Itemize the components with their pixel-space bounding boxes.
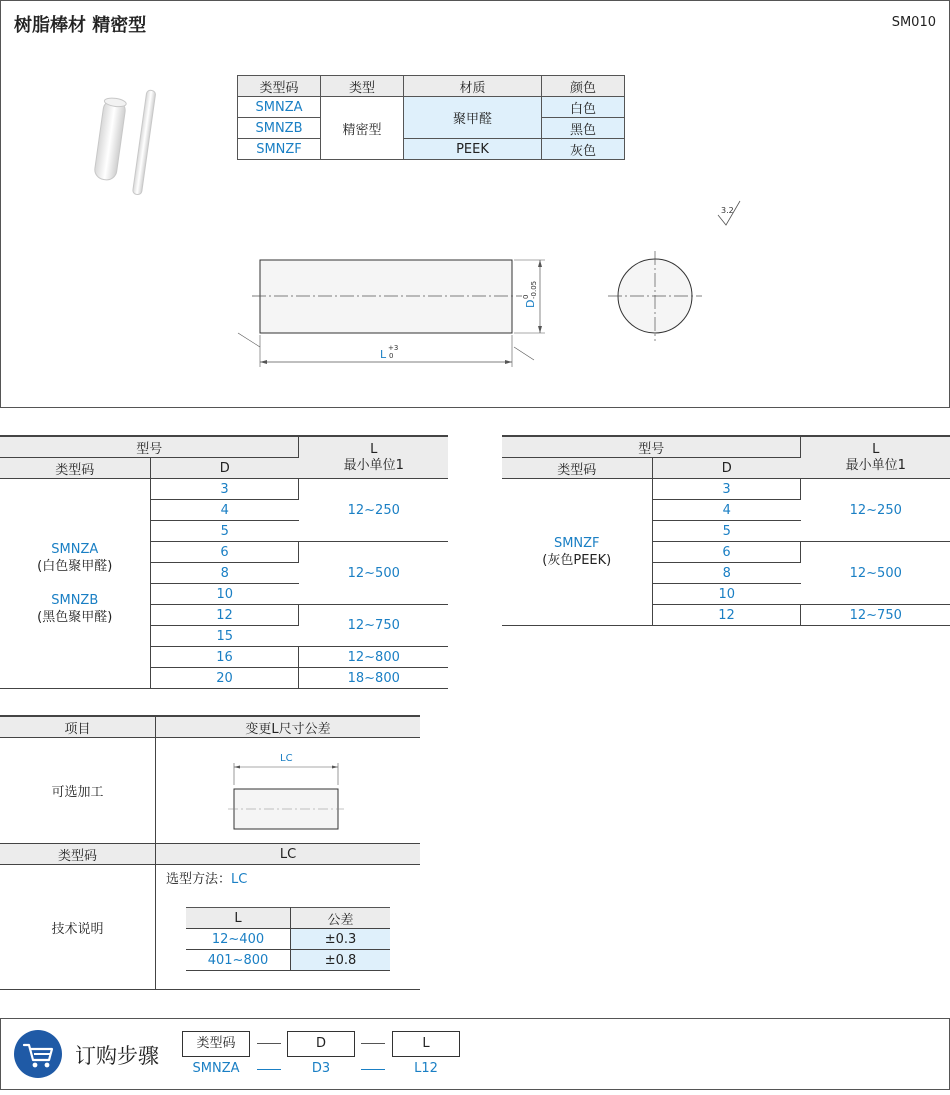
header-l: L 最小单位1 — [801, 436, 950, 479]
tech-label: 技术说明 — [0, 865, 156, 990]
l-range: 12~800 — [299, 647, 448, 668]
l-range: 12~500 — [299, 542, 448, 605]
order-box-l: L — [392, 1031, 460, 1057]
tol-header-tol: 公差 — [291, 908, 391, 929]
code-smnzb: SMNZB — [51, 593, 99, 608]
header-material: 材质 — [404, 76, 542, 97]
header-code: 类型码 — [0, 458, 150, 479]
code-smnzf-desc: (灰色PEEK) — [542, 553, 612, 568]
l-tol-lower: 0 — [389, 352, 394, 360]
tol-range: 12~400 — [186, 929, 291, 950]
l-range: 12~250 — [801, 479, 950, 542]
product-code: SM010 — [891, 15, 936, 30]
material-peek: PEEK — [404, 139, 542, 160]
option-table — [0, 715, 420, 990]
color-black: 黑色 — [542, 118, 625, 139]
order-example-l: L12 — [414, 1061, 438, 1076]
d-value: 4 — [150, 500, 299, 521]
header-color: 颜色 — [542, 76, 625, 97]
tol-header-l: L — [186, 908, 291, 929]
code-smnzf: SMNZF — [553, 536, 600, 551]
d-value: 3 — [150, 479, 299, 500]
order-example-type-code: SMNZA — [192, 1061, 240, 1076]
tol-range: 401~800 — [186, 950, 291, 971]
lc-label: LC — [280, 752, 293, 764]
order-box-d: D — [287, 1031, 355, 1057]
color-white: 白色 — [542, 97, 625, 118]
lc-diagram — [208, 751, 368, 831]
d-value: 4 — [652, 500, 801, 521]
l-range: 12~500 — [801, 542, 950, 605]
tol-value: ±0.8 — [291, 950, 391, 971]
header-lc: LC — [156, 844, 421, 865]
d-value: 12 — [652, 605, 801, 626]
optional-machining-label: 可选加工 — [0, 738, 156, 844]
code-smnza: SMNZA — [51, 542, 99, 557]
roughness-label: 3.2 — [721, 206, 734, 215]
order-example-separator — [361, 1069, 385, 1070]
lc-diagram-cell — [156, 738, 421, 844]
method-value: LC — [231, 872, 248, 887]
header-change: 变更L尺寸公差 — [156, 716, 421, 738]
header-type: 类型 — [321, 76, 404, 97]
d-value: 5 — [652, 521, 801, 542]
header-l: L 最小单位1 — [299, 436, 448, 479]
d-value: 15 — [150, 626, 299, 647]
d-value: 16 — [150, 647, 299, 668]
shopping-cart-icon — [14, 1030, 62, 1078]
header-model: 型号 — [0, 436, 299, 458]
header-code: 类型码 — [502, 458, 652, 479]
d-value: 20 — [150, 668, 299, 689]
header-item: 项目 — [0, 716, 156, 738]
order-example-separator — [257, 1069, 281, 1070]
code-cell-pom — [0, 479, 150, 689]
d-value: 12 — [150, 605, 299, 626]
d-value: 8 — [150, 563, 299, 584]
color-gray: 灰色 — [542, 139, 625, 160]
tol-value: ±0.3 — [291, 929, 391, 950]
technical-drawing — [230, 195, 734, 375]
d-value: 10 — [652, 584, 801, 605]
header-model: 型号 — [502, 436, 801, 458]
header-d: D — [150, 458, 299, 479]
d-value: 5 — [150, 521, 299, 542]
header-type-code: 类型码 — [238, 76, 321, 97]
l-range: 18~800 — [299, 668, 448, 689]
d-value: 8 — [652, 563, 801, 584]
type-table — [237, 75, 625, 160]
type-code-f: SMNZF — [238, 139, 321, 160]
material-pom: 聚甲醛 — [404, 97, 542, 139]
d-tol-lower: -0.05 — [530, 280, 538, 299]
d-value: 6 — [150, 542, 299, 563]
type-code-b: SMNZB — [238, 118, 321, 139]
order-box-type-code: 类型码 — [182, 1031, 250, 1057]
d-label: D — [524, 299, 537, 308]
tolerance-table — [186, 907, 390, 971]
header-d: D — [652, 458, 801, 479]
tech-content — [156, 865, 421, 990]
spec-table-pom — [0, 435, 448, 689]
spec-table-peek — [502, 435, 950, 626]
page-title: 树脂棒材 精密型 — [14, 15, 147, 36]
l-tol-upper: +3 — [388, 344, 399, 352]
order-example-d: D3 — [311, 1061, 331, 1076]
type-value: 精密型 — [321, 97, 404, 160]
rod-side-view — [260, 260, 512, 333]
l-label: L — [380, 348, 387, 361]
code-smnzb-desc: (黑色聚甲醛) — [37, 610, 113, 625]
d-tol-upper: 0 — [522, 294, 530, 299]
d-value: 6 — [652, 542, 801, 563]
order-separator — [257, 1043, 281, 1044]
type-code-a: SMNZA — [238, 97, 321, 118]
l-range: 12~250 — [299, 479, 448, 542]
d-value: 3 — [652, 479, 801, 500]
order-title: 订购步骤 — [75, 1044, 159, 1068]
order-separator — [361, 1043, 385, 1044]
product-image — [85, 85, 175, 205]
code-cell-peek — [502, 479, 652, 626]
l-range: 12~750 — [299, 605, 448, 647]
code-smnza-desc: (白色聚甲醛) — [37, 559, 113, 574]
method-line: 选型方法：LC — [166, 872, 248, 887]
d-value: 10 — [150, 584, 299, 605]
header-code: 类型码 — [0, 844, 156, 865]
l-range: 12~750 — [801, 605, 950, 626]
